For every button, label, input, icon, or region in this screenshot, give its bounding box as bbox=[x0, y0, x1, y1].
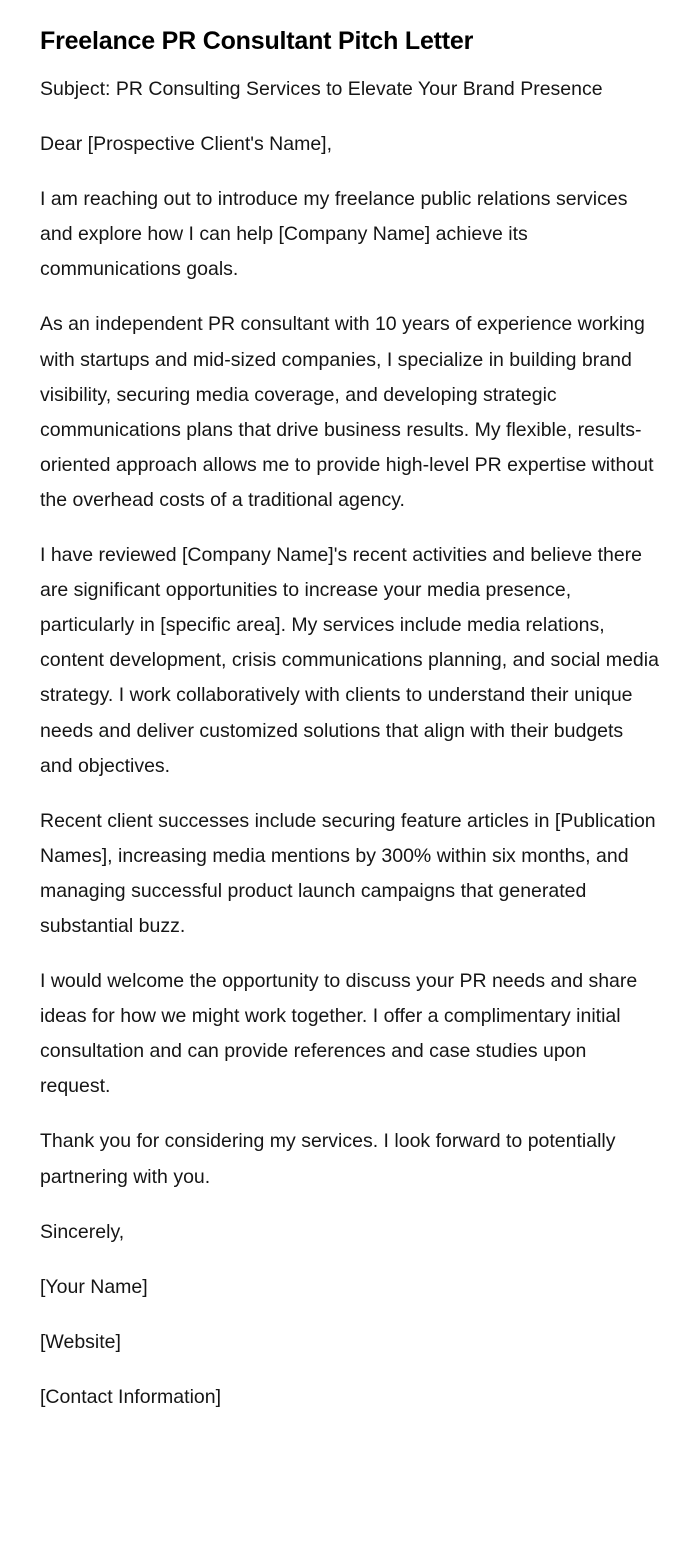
subject-line: Subject: PR Consulting Services to Elevate Your Brand Presence bbox=[40, 78, 603, 100]
page-title: Freelance PR Consultant Pitch Letter bbox=[40, 27, 474, 55]
body-paragraph-successes: Recent client successes include securing feature articles in [Publication Names], increasing media mentions by 300% within six months, and managing successful product launch campaigns that generated substantial buzz. bbox=[40, 809, 656, 937]
body-paragraph-intro: I am reaching out to introduce my freelance public relations services and explore how I can help [Company Name] achieve its communications goals. bbox=[40, 188, 628, 281]
salutation: Dear [Prospective Client's Name], bbox=[40, 133, 332, 156]
body-paragraph-thanks: Thank you for considering my services. I look forward to potentially partnering with you. bbox=[40, 1130, 616, 1188]
body-paragraph-experience: As an independent PR consultant with 10 years of experience working with startups and mid-sized companies, I specialize in building brand visibility, securing media coverage, and developing strategic communications plans that drive business results. My flexible, results-oriented approach allows me to provide high-level PR expertise without the overhead costs of a traditional agency. bbox=[40, 313, 654, 511]
closing: Sincerely, bbox=[40, 1220, 125, 1243]
signature-contact: [Contact Information] bbox=[40, 1385, 222, 1408]
body-paragraph-services: I have reviewed [Company Name]'s recent activities and believe there are significant opportunities to increase your media presence, particularly in [specific area]. My services include media relations, content development, crisis communications planning, and social media strategy. I work collaboratively with clients to understand their unique needs and deliver customized solutions that align with their budgets and objectives. bbox=[40, 544, 659, 777]
signature-name: [Your Name] bbox=[40, 1275, 148, 1298]
body-paragraph-offer: I would welcome the opportunity to discuss your PR needs and share ideas for how we might work together. I offer a complimentary initial consultation and can provide references and case studies upon request. bbox=[40, 970, 638, 1098]
signature-website: [Website] bbox=[40, 1330, 121, 1353]
